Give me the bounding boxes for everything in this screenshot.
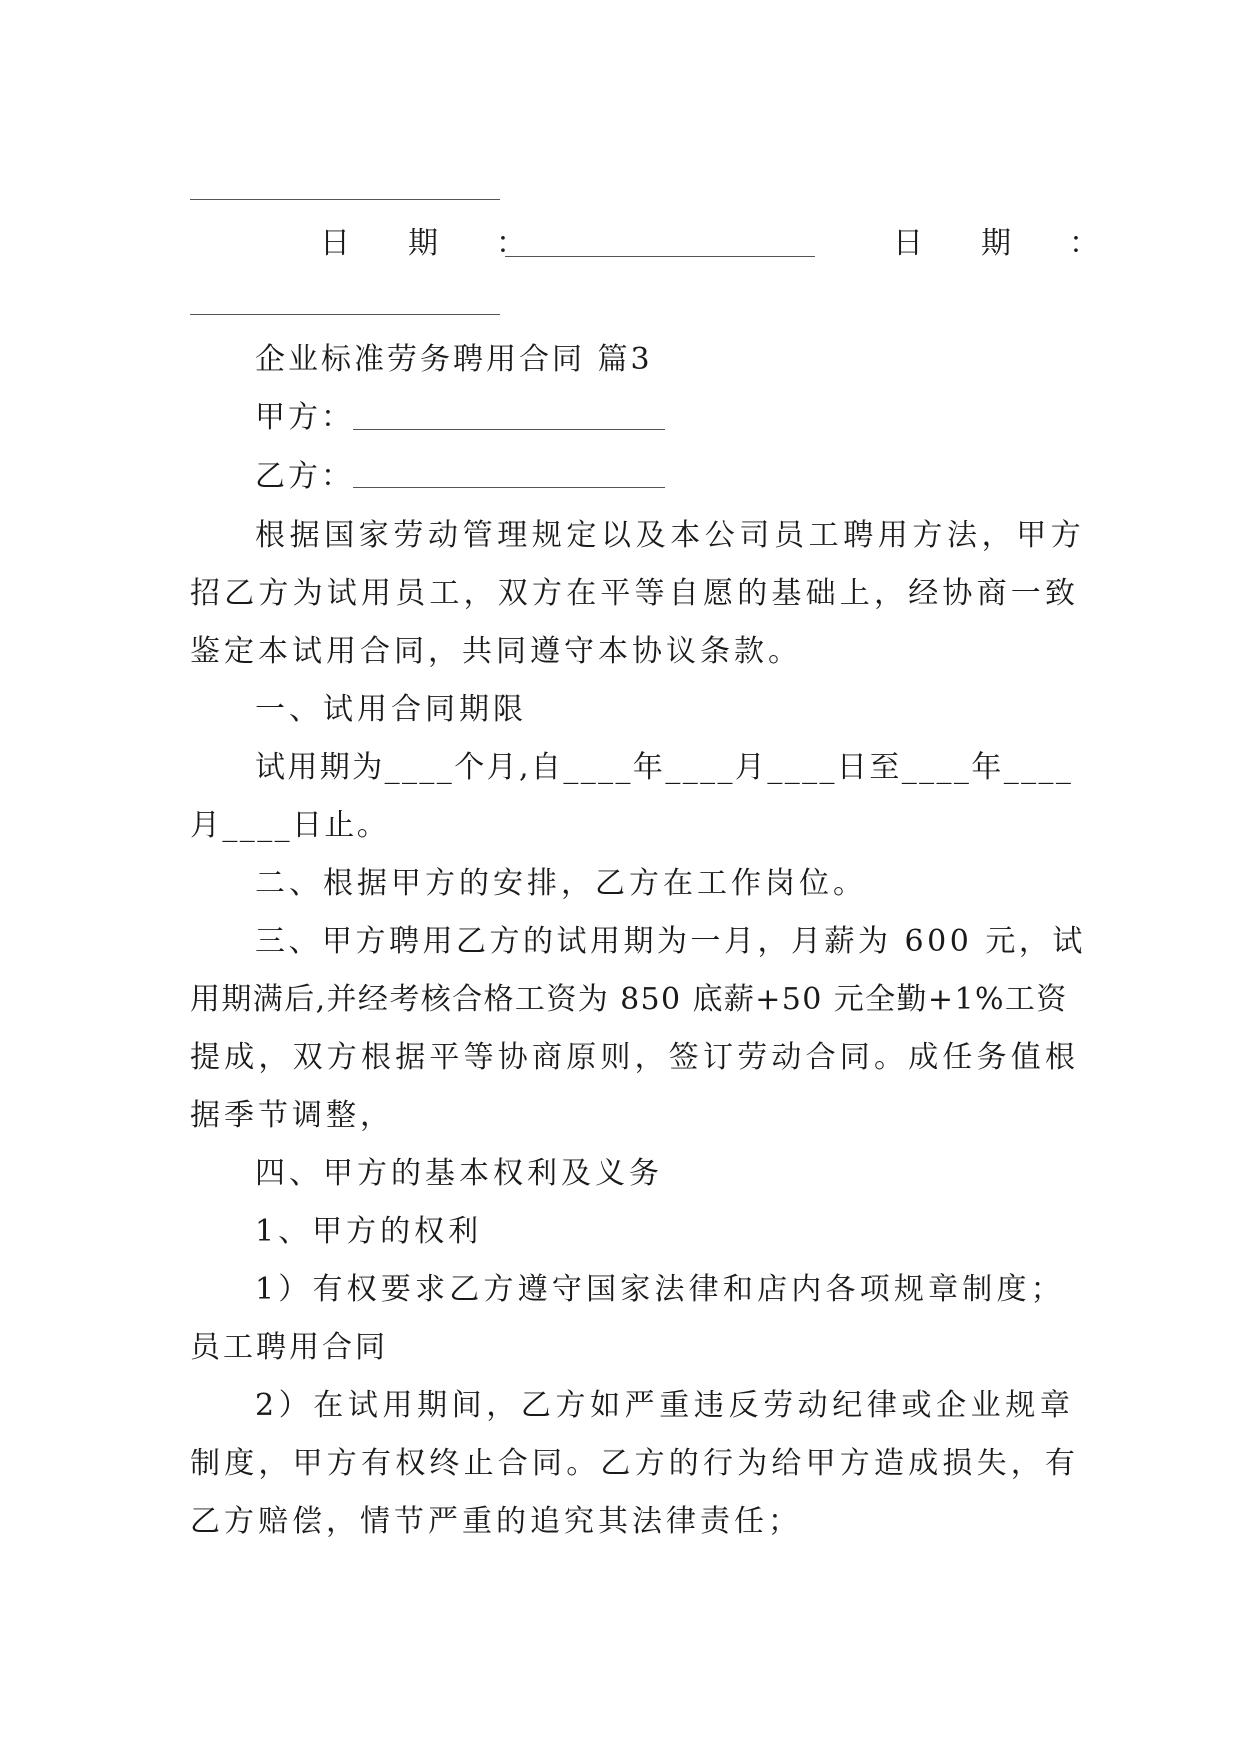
date-line-left	[505, 256, 815, 257]
item-1-line-1: 1）有权要求乙方遵守国家法律和店内各项规章制度；	[255, 1272, 1065, 1307]
item-1-line-2: 员工聘用合同	[190, 1330, 388, 1365]
signature-line	[190, 199, 500, 200]
section-4-subtitle: 1、甲方的权利	[255, 1214, 483, 1249]
item-2-line-3: 乙方赔偿，情节严重的追究其法律责任；	[190, 1504, 802, 1539]
section-3-line-4: 据季节调整，	[190, 1098, 394, 1133]
item-2-line-2: 制度，甲方有权终止合同。乙方的行为给甲方造成损失，有	[190, 1446, 1080, 1481]
intro-line-3: 鉴定本试用合同，共同遵守本协议条款。	[190, 634, 802, 669]
intro-line-1: 根据国家劳动管理规定以及本公司员工聘用方法，甲方	[255, 518, 1086, 553]
section-3-line-3: 提成，双方根据平等协商原则，签订劳动合同。成任务值根	[190, 1040, 1080, 1075]
section-3-line-1: 三、甲方聘用乙方的试用期为一月，月薪为 600 元，试	[255, 924, 1086, 959]
party-a-line	[353, 429, 665, 430]
intro-line-2: 招乙方为试用员工，双方在平等自愿的基础上，经协商一致	[190, 576, 1080, 611]
date-label-right: 日 期 ：	[893, 226, 1113, 261]
date-label-left: 日 期 ：	[320, 226, 540, 261]
party-a-label: 甲方：	[255, 400, 354, 435]
section-4-title: 四、甲方的基本权利及义务	[255, 1156, 663, 1191]
section-1-title: 一、试用合同期限	[255, 692, 527, 727]
date-line-right	[190, 314, 500, 315]
item-2-line-1: 2）在试用期间，乙方如严重违反劳动纪律或企业规章	[255, 1388, 1075, 1423]
party-b-line	[353, 487, 665, 488]
section-1-line-1: 试用期为____个月,自____年____月____日至____年____	[255, 750, 1074, 785]
section-1-line-2: 月____日止。	[190, 808, 390, 843]
party-b-label: 乙方：	[255, 459, 354, 494]
contract-heading: 企业标准劳务聘用合同 篇3	[255, 342, 653, 377]
section-2: 二、根据甲方的安排，乙方在工作岗位。	[255, 866, 867, 901]
section-3-line-2: 用期满后,并经考核合格工资为 850 底薪+50 元全勤+1%工资	[190, 982, 1068, 1017]
